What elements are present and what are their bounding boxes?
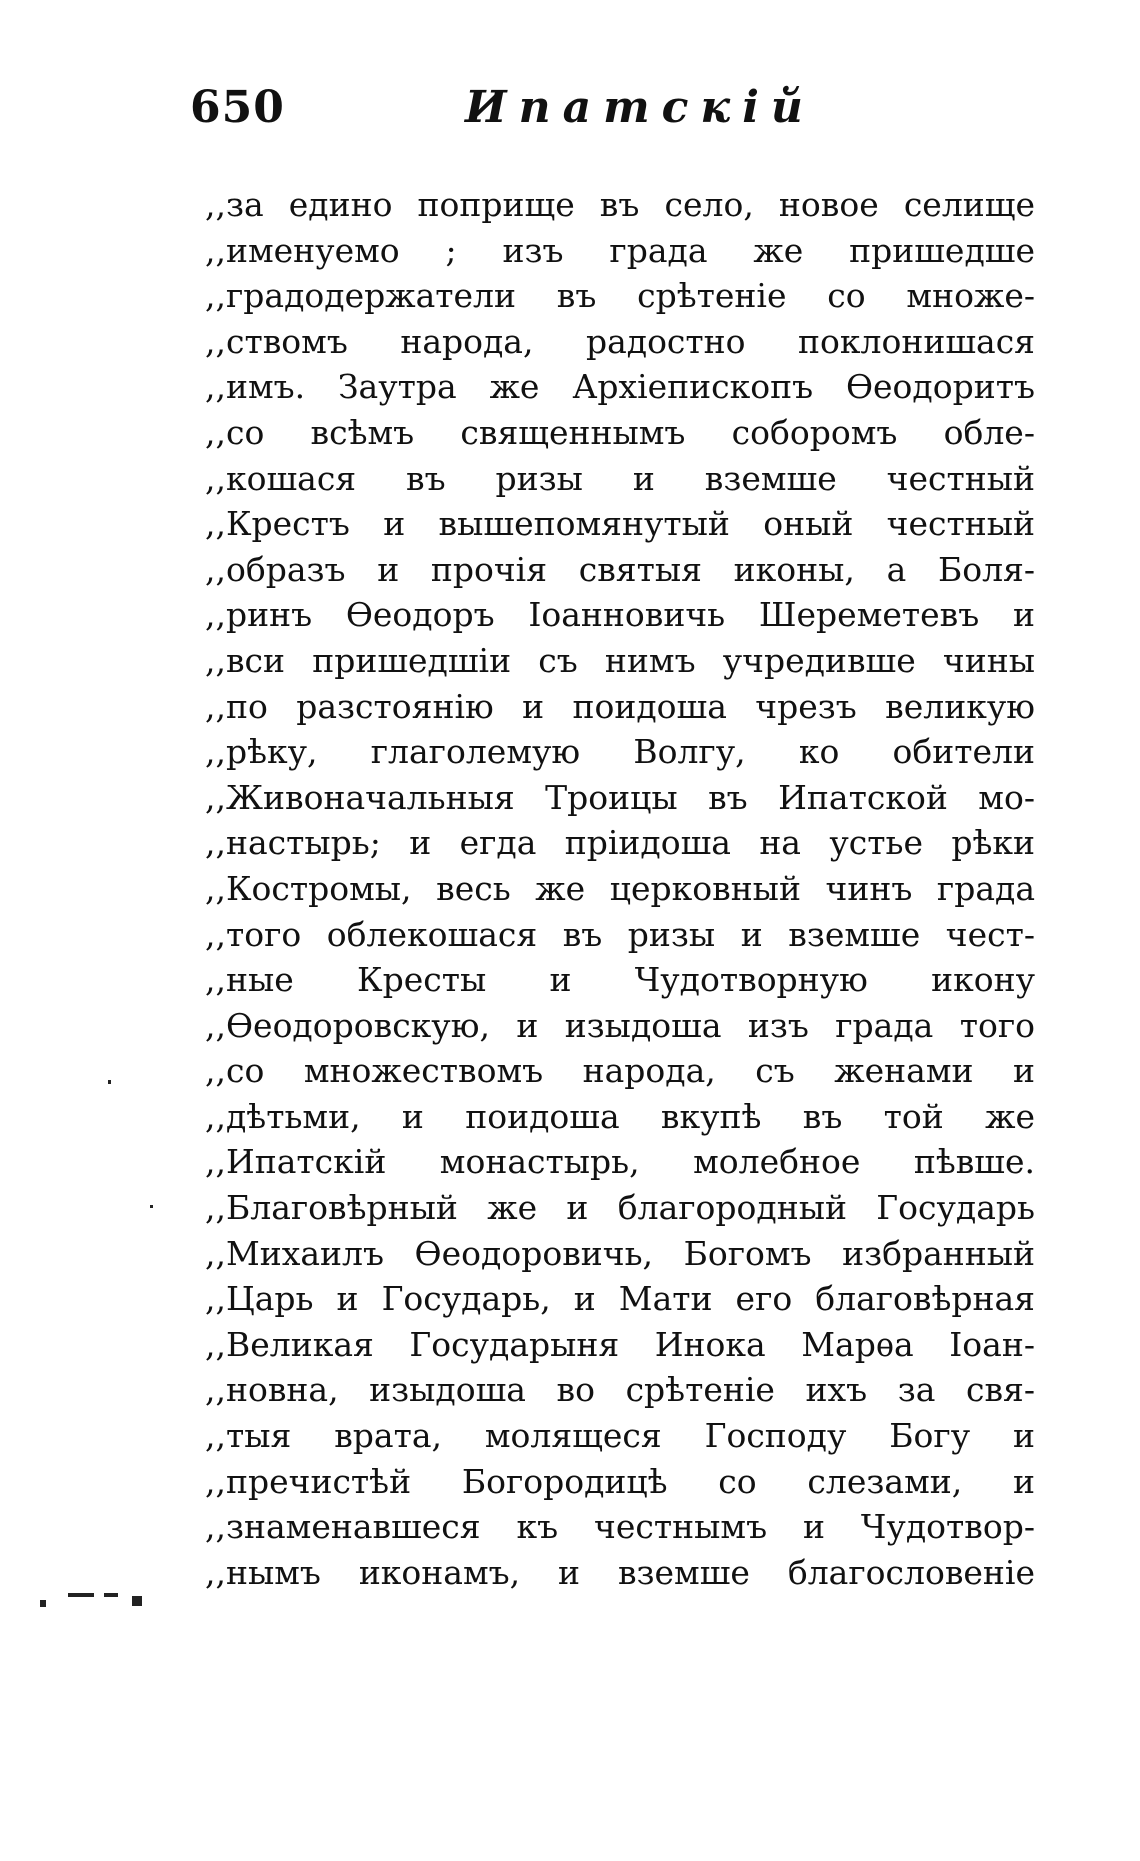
text-line: ,,именуемо ; изъ града же пришедше: [205, 230, 1035, 270]
text-line: ,,нымъ иконамъ, и вземше благословеніе: [205, 1552, 1035, 1592]
scan-speck: [68, 1593, 94, 1597]
scan-speck: [132, 1596, 142, 1606]
text-line: ,,по разстоянію и поидоша чрезъ великую: [205, 686, 1035, 726]
text-line: ,,образъ и прочія святыя иконы, а Боля-: [205, 549, 1035, 589]
text-line: ,,тыя врата, молящеся Господу Богу и: [205, 1416, 1035, 1456]
text-line: ,,ные Кресты и Чудотворную икону: [205, 960, 1035, 1000]
page-header: [180, 82, 1040, 142]
text-line: ,,кошася въ ризы и вземше честный: [205, 458, 1035, 498]
text-line: ,,Великая Государыня Инока Марѳа Іоан-: [205, 1324, 1035, 1364]
text-line: ,,знаменавшеся къ честнымъ и Чудотвор-: [205, 1507, 1035, 1547]
scan-speck: [40, 1600, 46, 1607]
text-line: ,,имъ. Заутра же Архіепископъ Ѳеодоритъ: [205, 367, 1035, 407]
text-line: ,,со множествомъ народа, съ женами и: [205, 1051, 1035, 1091]
text-line: ,,пречистѣй Богородицѣ со слезами, и: [205, 1461, 1035, 1501]
text-line: ,,градодержатели въ срѣтеніе со множе-: [205, 276, 1035, 316]
text-line: ,,за едино поприще въ село, новое селище: [205, 185, 1035, 224]
scan-speck: [108, 1080, 111, 1084]
text-line: ,,Благовѣрный же и благородный Государь: [205, 1188, 1035, 1228]
text-line: ,,того облекошася въ ризы и вземше чест-: [205, 914, 1035, 954]
text-line: ,,Михаилъ Ѳеодоровичь, Богомъ избранный: [205, 1233, 1035, 1273]
text-line: ,,настырь; и егда пріидоша на устье рѣки: [205, 823, 1035, 863]
text-line: ,,Костромы, весь же церковный чинъ града: [205, 868, 1035, 908]
running-head: Ипатскій: [465, 82, 815, 133]
text-line: ,,ствомъ народа, радостно поклонишася: [205, 321, 1035, 361]
text-line: ,,рѣку, глаголемую Волгу, ко обители: [205, 732, 1035, 772]
text-line: ,,Живоначальныя Троицы въ Ипатской мо-: [205, 777, 1035, 817]
body-text: [205, 182, 1035, 1595]
text-line: ,,Ипатскій монастырь, молебное пѣвше.: [205, 1142, 1035, 1182]
text-line: ,,дѣтьми, и поидоша вкупѣ въ той же: [205, 1096, 1035, 1136]
text-line: ,,ринъ Ѳеодоръ Іоанновичь Шереметевъ и: [205, 595, 1035, 635]
text-line: ,,новна, изыдоша во срѣтеніе ихъ за свя-: [205, 1370, 1035, 1410]
page-number: 650: [190, 82, 285, 133]
scan-speck: [104, 1593, 118, 1597]
scan-speck: [150, 1205, 153, 1208]
text-line: ,,со всѣмъ священнымъ соборомъ обле-: [205, 412, 1035, 452]
text-line: ,,Царь и Государь, и Мати его благовѣрная: [205, 1279, 1035, 1319]
text-line: ,,Крестъ и вышепомянутый оный честный: [205, 504, 1035, 544]
text-line: ,,вси пришедшіи съ нимъ учредивше чины: [205, 640, 1035, 680]
text-line: ,,Ѳеодоровскую, и изыдоша изъ града того: [205, 1005, 1035, 1045]
